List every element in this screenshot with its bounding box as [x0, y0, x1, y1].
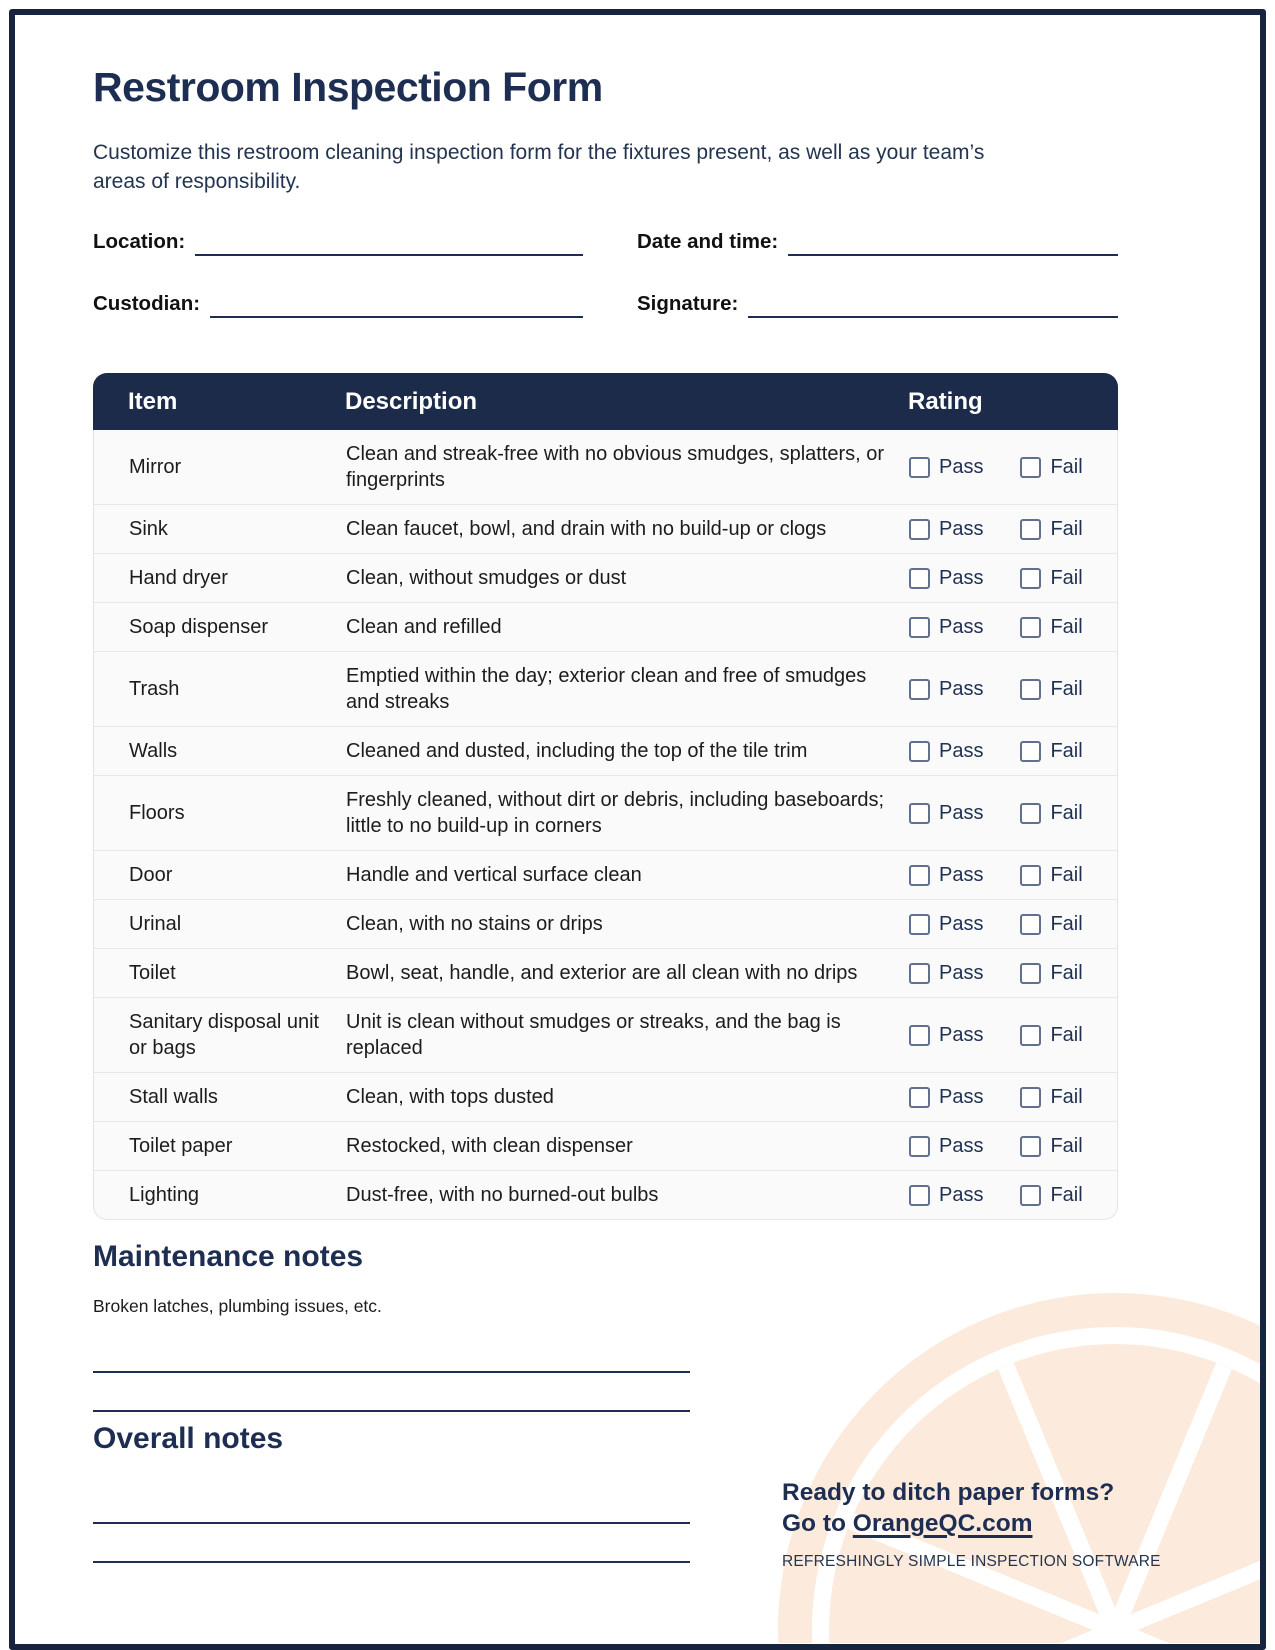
- location-input-line[interactable]: [195, 228, 583, 256]
- pass-label: Pass: [939, 1135, 984, 1157]
- fail-label: Fail: [1050, 913, 1083, 935]
- table-header-row: [93, 373, 1118, 430]
- pass-label: Pass: [939, 456, 984, 478]
- pass-label: Pass: [939, 740, 984, 762]
- description-cell: Bowl, seat, handle, and exterior are all clean with no drips: [346, 962, 858, 984]
- description-cell: Clean faucet, bowl, and drain with no build-up or clogs: [346, 518, 827, 540]
- maintenance-note-line-2[interactable]: [93, 1410, 690, 1412]
- fail-checkbox[interactable]: [1020, 1185, 1041, 1206]
- fail-label: Fail: [1050, 1184, 1083, 1206]
- rating-cell: [909, 676, 1118, 702]
- description-cell: Clean and refilled: [346, 616, 502, 638]
- fail-label: Fail: [1050, 802, 1083, 824]
- fail-checkbox[interactable]: [1020, 617, 1041, 638]
- pass-checkbox[interactable]: [909, 679, 930, 700]
- pass-label: Pass: [939, 802, 984, 824]
- date-time-label: Date and time:: [637, 230, 779, 253]
- fail-label: Fail: [1050, 962, 1083, 984]
- description-cell: Freshly cleaned, without dirt or debris, including baseboards; little to no build-up in corners: [346, 789, 885, 837]
- fail-checkbox[interactable]: [1020, 679, 1041, 700]
- page-title: Restroom Inspection Form: [93, 64, 603, 110]
- pass-label: Pass: [939, 962, 984, 984]
- location-label: Location:: [93, 230, 186, 253]
- description-cell: Clean, without smudges or dust: [346, 567, 627, 589]
- custodian-label: Custodian:: [93, 292, 201, 315]
- fail-checkbox[interactable]: [1020, 914, 1041, 935]
- inspection-table-body: [93, 430, 1118, 1220]
- item-cell: Sanitary disposal unit or bags: [129, 1011, 320, 1059]
- pass-label: Pass: [939, 678, 984, 700]
- pass-label: Pass: [939, 1184, 984, 1206]
- table-row: [94, 900, 1117, 949]
- fail-label: Fail: [1050, 1024, 1083, 1046]
- pass-label: Pass: [939, 913, 984, 935]
- table-row: [94, 998, 1117, 1073]
- description-cell: Clean, with tops dusted: [346, 1086, 554, 1108]
- rating-cell: [909, 738, 1118, 764]
- date-time-input-line[interactable]: [788, 228, 1118, 256]
- table-row: [94, 727, 1117, 776]
- fail-label: Fail: [1050, 864, 1083, 886]
- table-row: [94, 1122, 1117, 1171]
- table-row: [94, 430, 1117, 505]
- rating-cell: [909, 862, 1118, 888]
- item-cell: Door: [129, 864, 173, 886]
- item-cell: Walls: [129, 740, 178, 762]
- footer-cta: [782, 1477, 1161, 1571]
- description-cell: Cleaned and dusted, including the top of the tile trim: [346, 740, 808, 762]
- table-row: [94, 776, 1117, 851]
- pass-checkbox[interactable]: [909, 1136, 930, 1157]
- fail-checkbox[interactable]: [1020, 865, 1041, 886]
- pass-checkbox[interactable]: [909, 1185, 930, 1206]
- description-cell: Clean, with no stains or drips: [346, 913, 603, 935]
- item-cell: Toilet paper: [129, 1135, 233, 1157]
- pass-checkbox[interactable]: [909, 519, 930, 540]
- fail-label: Fail: [1050, 567, 1083, 589]
- table-row: [94, 554, 1117, 603]
- maintenance-note-line-1[interactable]: [93, 1371, 690, 1373]
- item-cell: Lighting: [129, 1184, 200, 1206]
- fail-checkbox[interactable]: [1020, 741, 1041, 762]
- fail-checkbox[interactable]: [1020, 519, 1041, 540]
- description-cell: Emptied within the day; exterior clean and free of smudges and streaks: [346, 665, 867, 713]
- rating-cell: [909, 911, 1118, 937]
- overall-note-line-1[interactable]: [93, 1522, 690, 1524]
- signature-label: Signature:: [637, 292, 739, 315]
- pass-checkbox[interactable]: [909, 457, 930, 478]
- pass-checkbox[interactable]: [909, 568, 930, 589]
- pass-checkbox[interactable]: [909, 741, 930, 762]
- item-cell: Urinal: [129, 913, 182, 935]
- signature-input-line[interactable]: [748, 290, 1118, 318]
- pass-label: Pass: [939, 518, 984, 540]
- fail-label: Fail: [1050, 1135, 1083, 1157]
- rating-cell: [909, 800, 1118, 826]
- item-cell: Mirror: [129, 456, 182, 478]
- inspection-table: [93, 373, 1118, 1220]
- rating-cell: [909, 1133, 1118, 1159]
- table-row: [94, 505, 1117, 554]
- pass-label: Pass: [939, 1024, 984, 1046]
- fail-checkbox[interactable]: [1020, 1136, 1041, 1157]
- pass-label: Pass: [939, 567, 984, 589]
- overall-notes-title: Overall notes: [93, 1422, 284, 1455]
- column-header-rating: Rating: [908, 387, 983, 415]
- fail-label: Fail: [1050, 456, 1083, 478]
- item-cell: Hand dryer: [129, 567, 228, 589]
- pass-label: Pass: [939, 1086, 984, 1108]
- column-header-item: Item: [128, 387, 178, 415]
- item-cell: Stall walls: [129, 1086, 218, 1108]
- fail-checkbox[interactable]: [1020, 1025, 1041, 1046]
- table-row: [94, 1073, 1117, 1122]
- fail-checkbox[interactable]: [1020, 568, 1041, 589]
- table-row: [94, 652, 1117, 727]
- pass-label: Pass: [939, 616, 984, 638]
- pass-checkbox[interactable]: [909, 963, 930, 984]
- overall-note-line-2[interactable]: [93, 1561, 690, 1563]
- table-row: [94, 949, 1117, 998]
- maintenance-notes-hint: Broken latches, plumbing issues, etc.: [93, 1296, 382, 1316]
- pass-label: Pass: [939, 864, 984, 886]
- fail-checkbox[interactable]: [1020, 803, 1041, 824]
- fail-checkbox[interactable]: [1020, 1087, 1041, 1108]
- pass-checkbox[interactable]: [909, 865, 930, 886]
- custodian-input-line[interactable]: [210, 290, 583, 318]
- fail-label: Fail: [1050, 678, 1083, 700]
- column-header-description: Description: [345, 387, 478, 415]
- pass-checkbox[interactable]: [909, 1025, 930, 1046]
- table-row: [94, 851, 1117, 900]
- table-row: [94, 603, 1117, 652]
- page-subtitle: Customize this restroom cleaning inspection form for the fixtures present, as well as your team’s areas of responsibility.: [93, 141, 985, 193]
- pass-checkbox[interactable]: [909, 617, 930, 638]
- footer-tagline: REFRESHINGLY SIMPLE INSPECTION SOFTWARE: [782, 1553, 1161, 1570]
- pass-checkbox[interactable]: [909, 914, 930, 935]
- rating-cell: [909, 516, 1118, 542]
- fail-label: Fail: [1050, 518, 1083, 540]
- fail-label: Fail: [1050, 740, 1083, 762]
- cta-headline: Ready to ditch paper forms?: [782, 1479, 1115, 1506]
- description-cell: Restocked, with clean dispenser: [346, 1135, 633, 1157]
- item-cell: Toilet: [129, 962, 176, 984]
- item-cell: Sink: [129, 518, 168, 540]
- item-cell: Floors: [129, 802, 185, 824]
- description-cell: Unit is clean without smudges or streaks, and the bag is replaced: [346, 1011, 841, 1059]
- description-cell: Clean and streak-free with no obvious smudges, splatters, or fingerprints: [346, 443, 885, 491]
- fail-label: Fail: [1050, 1086, 1083, 1108]
- rating-cell: [909, 960, 1118, 986]
- rating-cell: [909, 1022, 1118, 1048]
- rating-cell: [909, 1084, 1118, 1110]
- rating-cell: [909, 1182, 1118, 1208]
- pass-checkbox[interactable]: [909, 803, 930, 824]
- fail-checkbox[interactable]: [1020, 963, 1041, 984]
- table-row: [94, 1171, 1117, 1219]
- cta-go-to-text: Go to: [782, 1510, 853, 1537]
- header-fields: [93, 228, 1118, 352]
- rating-cell: [909, 565, 1118, 591]
- maintenance-notes-title: Maintenance notes: [93, 1240, 364, 1273]
- description-cell: Handle and vertical surface clean: [346, 864, 642, 886]
- item-cell: Trash: [129, 678, 180, 700]
- description-cell: Dust-free, with no burned-out bulbs: [346, 1184, 659, 1206]
- rating-cell: [909, 614, 1118, 640]
- orangeqc-link[interactable]: OrangeQC.com: [852, 1510, 1033, 1537]
- fail-label: Fail: [1050, 616, 1083, 638]
- rating-cell: [909, 454, 1118, 480]
- pass-checkbox[interactable]: [909, 1087, 930, 1108]
- fail-checkbox[interactable]: [1020, 457, 1041, 478]
- item-cell: Soap dispenser: [129, 616, 268, 638]
